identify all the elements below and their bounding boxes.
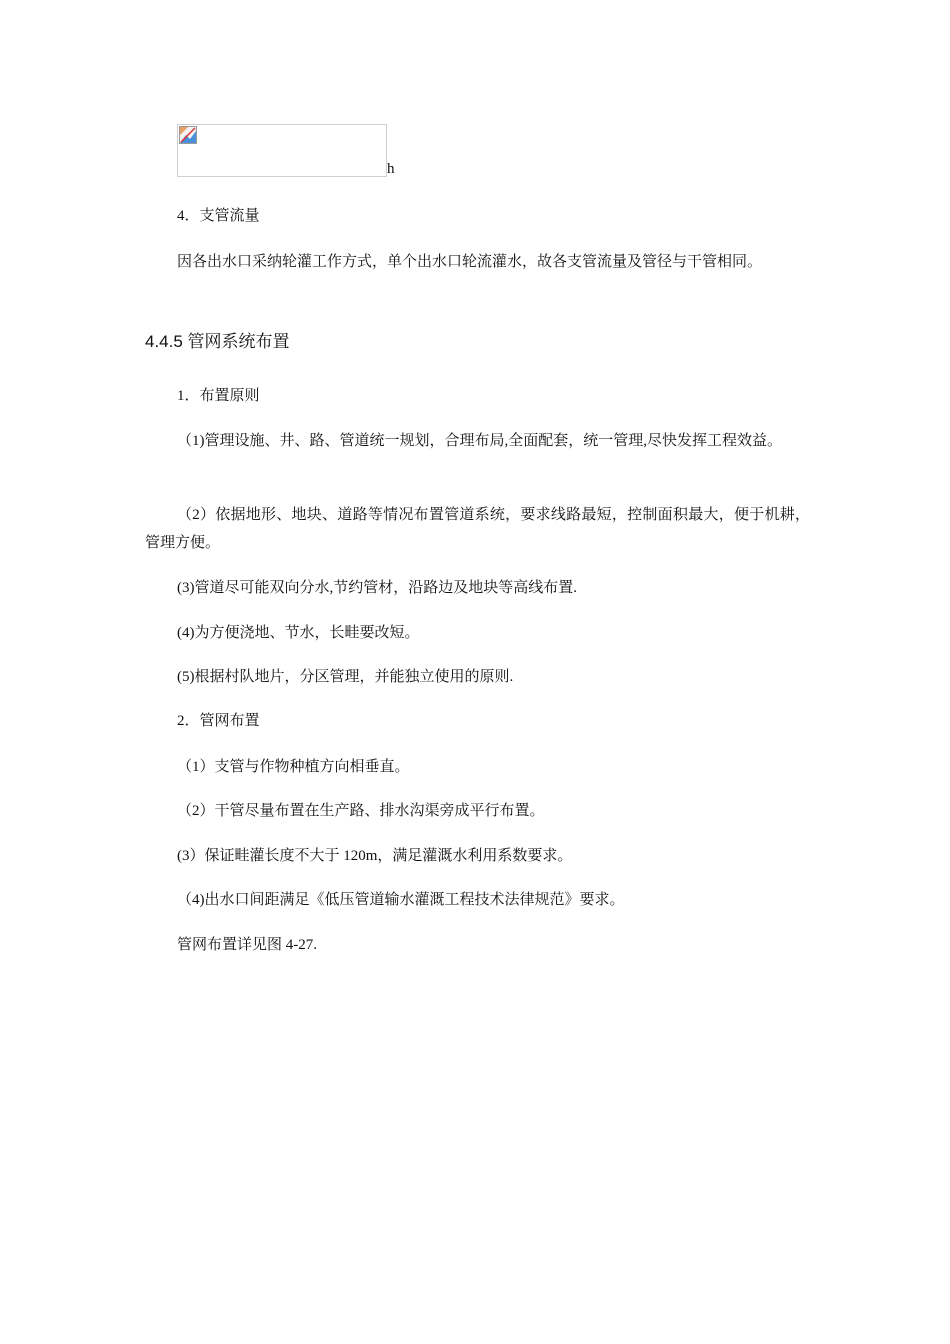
broken-image-icon	[179, 126, 197, 144]
principle-3: (3)管道尽可能双向分水,节约管材，沿路边及地块等高线布置.	[177, 580, 577, 596]
section-heading: 4.4.5 管网系统布置	[145, 332, 290, 351]
item4-body: 因各出水口采纳轮灌工作方式，单个出水口轮流灌水，故各支管流量及管径与干管相同。	[177, 254, 763, 270]
layout-item-4: （4)出水口间距满足《低压管道输水灌溉工程技术法律规范》要求。	[177, 892, 625, 908]
layout-item-1: （1）支管与作物种植方向相垂直。	[177, 759, 410, 775]
layout-title: 2．管网布置	[177, 713, 260, 729]
principles-title: 1．布置原则	[177, 388, 260, 404]
layout-item-2: （2）干管尽量布置在生产路、排水沟渠旁成平行布置。	[177, 803, 545, 819]
principle-4: (4)为方便浇地、节水，长畦要改短。	[177, 625, 420, 641]
layout-item-3: (3）保证畦灌长度不大于 120m，满足灌溉水利用系数要求。	[177, 848, 573, 864]
principle-1: （1)管理设施、井、路、管道统一规划，合理布局,全面配套，统一管理,尽快发挥工程效益。	[177, 433, 782, 449]
principle-5: (5)根据村队地片，分区管理，并能独立使用的原则.	[177, 669, 514, 685]
principle-2: （2）依据地形、地块、道路等情况布置管道系统，要求线路最短，控制面积最大，便于机耕，管理方便。	[145, 507, 810, 551]
item4-title: 4．支管流量	[177, 208, 260, 224]
layout-reference: 管网布置详见图 4-27.	[177, 937, 317, 953]
figure-suffix: h	[387, 161, 395, 177]
figure-image	[177, 124, 387, 177]
